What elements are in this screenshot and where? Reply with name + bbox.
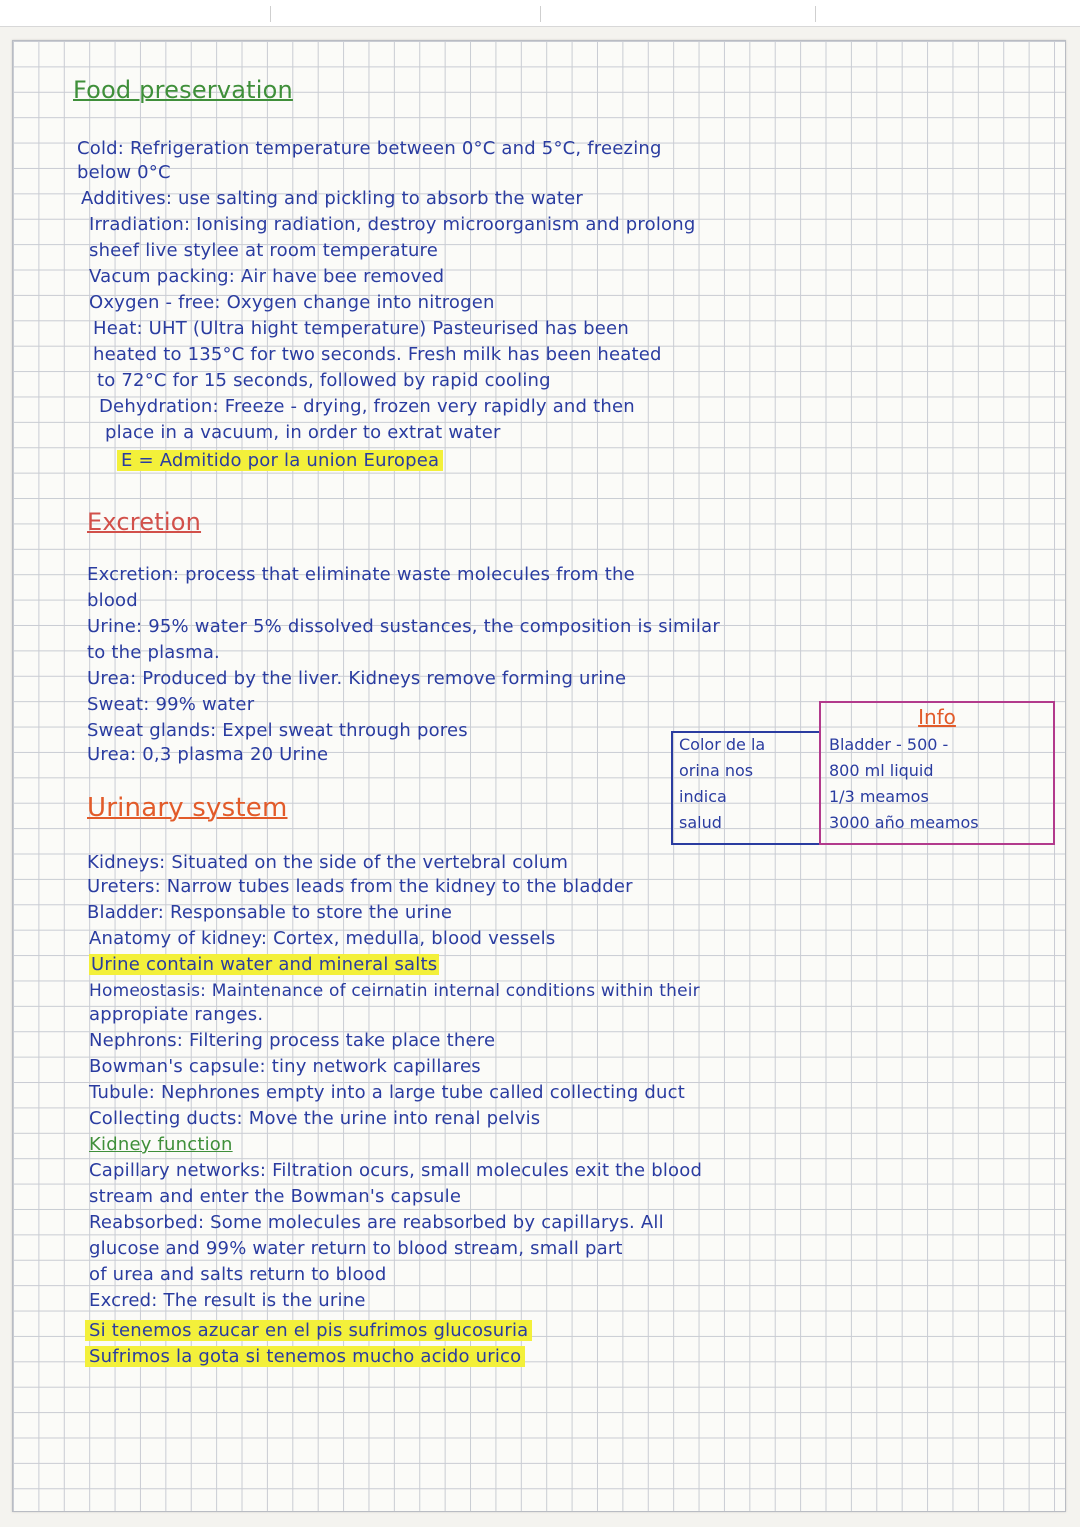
highlight-text: Sufrimos la gota si tenemos mucho acido urico — [85, 1346, 525, 1367]
note-line: Capillary networks: Filtration ocurs, small molecules exit the blood — [89, 1160, 703, 1181]
info-line: Bladder - 500 - — [829, 735, 949, 754]
note-line: sheef live stylee at room temperature — [89, 240, 439, 261]
note-line: Collecting ducts: Move the urine into renal pelvis — [89, 1108, 541, 1129]
note-line: Sweat glands: Expel sweat through pores — [87, 720, 468, 741]
info-box — [819, 701, 1055, 845]
note-line: below 0°C — [77, 162, 171, 183]
toolbar-divider — [815, 6, 816, 22]
note-line: Anatomy of kidney: Cortex, medulla, blood vessels — [89, 928, 556, 949]
note-line: Sweat: 99% water — [87, 694, 255, 715]
highlight-text: Si tenemos azucar en el pis sufrimos glucosuria — [85, 1320, 532, 1341]
info-line: 3000 año meamos — [829, 813, 979, 832]
note-line: Tubule: Nephrones empty into a large tube called collecting duct — [89, 1082, 686, 1103]
note-line: blood — [87, 590, 138, 611]
note-line: to 72°C for 15 seconds, followed by rapid cooling — [97, 370, 551, 391]
note-line: Bowman's capsule: tiny network capillares — [89, 1056, 481, 1077]
excretion-title: Excretion — [87, 508, 202, 536]
box-line: orina nos — [679, 761, 754, 780]
kidney-function-subtitle: Kidney function — [89, 1134, 233, 1155]
info-title: Info — [918, 705, 956, 729]
box-line: salud — [679, 813, 722, 832]
note-line: Reabsorbed: Some molecules are reabsorbed by capillarys. All — [89, 1212, 664, 1233]
urine-color-box — [671, 731, 821, 845]
note-line: Heat: UHT (Ultra hight temperature) Pasteurised has been — [93, 318, 629, 339]
note-line: Vacum packing: Air have bee removed — [89, 266, 445, 287]
note-line: Dehydration: Freeze - drying, frozen very rapidly and then — [99, 396, 635, 417]
note-line: stream and enter the Bowman's capsule — [89, 1186, 462, 1207]
note-line: Bladder: Responsable to store the urine — [87, 902, 453, 923]
highlighted-note — [89, 953, 439, 977]
toolbar-divider — [270, 6, 271, 22]
box-line: Color de la — [679, 735, 766, 754]
info-line: 1/3 meamos — [829, 787, 929, 806]
note-line: Excred: The result is the urine — [89, 1290, 366, 1311]
box-line: indica — [679, 787, 727, 806]
note-line: Oxygen - free: Oxygen change into nitrogen — [89, 292, 495, 313]
highlighted-note — [85, 1319, 532, 1343]
highlighted-note — [85, 1345, 525, 1369]
note-line: heated to 135°C for two seconds. Fresh milk has been heated — [93, 344, 662, 365]
note-line: Urea: 0,3 plasma 20 Urine — [87, 744, 329, 765]
urinary-system-title: Urinary system — [87, 793, 288, 823]
highlighted-note — [117, 449, 443, 473]
top-toolbar — [0, 0, 1080, 27]
highlight-text: E = Admitido por la union Europea — [117, 450, 443, 471]
note-line: place in a vacuum, in order to extrat water — [105, 422, 501, 443]
note-line: Urine: 95% water 5% dissolved sustances, the composition is similar — [87, 616, 720, 637]
notebook-page — [12, 40, 1066, 1512]
info-line: 800 ml liquid — [829, 761, 934, 780]
note-line: Kidneys: Situated on the side of the vertebral colum — [87, 852, 569, 873]
note-line: of urea and salts return to blood — [89, 1264, 387, 1285]
note-line: to the plasma. — [87, 642, 220, 663]
note-line: glucose and 99% water return to blood stream, small part — [89, 1238, 623, 1259]
toolbar-divider — [540, 6, 541, 22]
note-line: Irradiation: Ionising radiation, destroy microorganism and prolong — [89, 214, 696, 235]
note-line: Homeostasis: Maintenance of ceirnatin internal conditions within their — [89, 981, 700, 1001]
note-line: Additives: use salting and pickling to absorb the water — [81, 188, 584, 209]
note-line: Nephrons: Filtering process take place there — [89, 1030, 496, 1051]
food-preservation-title: Food preservation — [73, 76, 293, 104]
note-line: Ureters: Narrow tubes leads from the kidney to the bladder — [87, 876, 633, 897]
note-line: Cold: Refrigeration temperature between 0°C and 5°C, freezing — [77, 138, 662, 159]
note-line: Urea: Produced by the liver. Kidneys remove forming urine — [87, 668, 627, 689]
highlight-text: Urine contain water and mineral salts — [91, 954, 438, 975]
note-line: Excretion: process that eliminate waste molecules from the — [87, 564, 635, 585]
note-line: appropiate ranges. — [89, 1004, 264, 1025]
